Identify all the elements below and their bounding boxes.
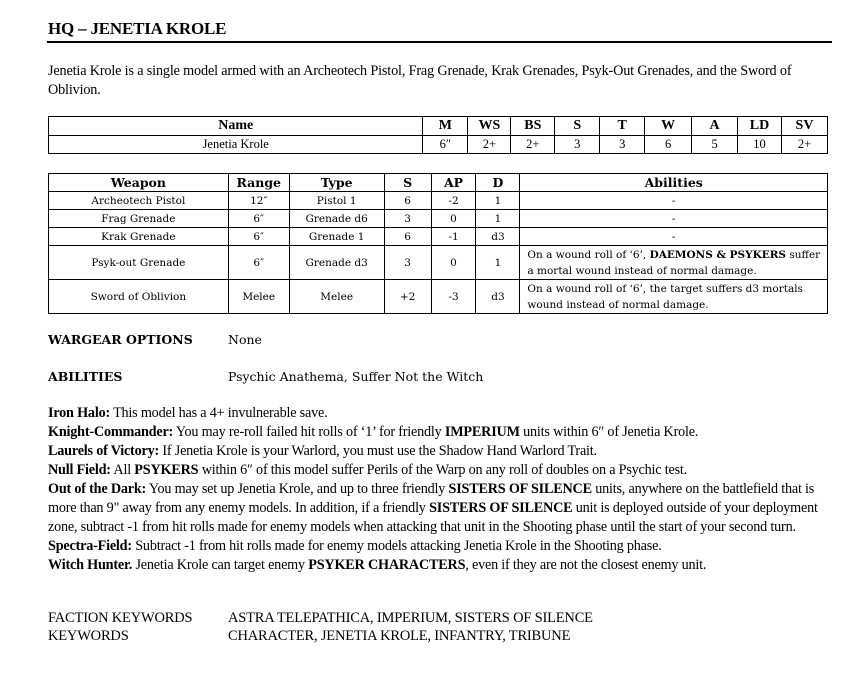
rule-text: Subtract -1 from hit rolls made for enemy models attacking Jenetia Krole in the Shooting phase. [131,538,662,554]
rule-text: unit is deployed outside of your deployment zone, subtract -1 from hit rolls made for enemy models when attacking that unit in the Shooting phase until the start of your second turn. [48,500,818,535]
rule-item [48,480,843,537]
weapons-header: D [476,174,520,192]
stats-cell: 10 [738,136,782,154]
abilities-section [48,369,484,384]
weapons-table [48,173,828,314]
rule-name: Knight-Commander: [48,424,174,440]
weapon-abilities: On a wound roll of ‘6’, the target suffers d3 mortals wound instead of normal damage. [520,280,828,314]
rule-text: All [110,462,135,478]
weapon-abilities: - [520,210,828,228]
weapon-name: Sword of Oblivion [49,280,229,314]
weapon-damage: d3 [476,280,520,314]
weapon-ap: 0 [431,246,476,280]
weapon-strength: 3 [384,210,431,228]
weapon-name: Psyk-out Grenade [49,246,229,280]
rule-keyword: SISTERS OF SILENCE [448,481,592,497]
keywords-label: KEYWORDS [48,628,129,644]
weapon-strength: 3 [384,246,431,280]
wargear-options [48,332,262,347]
stats-header: W [645,117,692,136]
weapon-name: Frag Grenade [49,210,229,228]
rule-text: You may set up Jenetia Krole, and up to three friendly [146,481,449,497]
weapon-type: Grenade d6 [289,210,384,228]
rule-text: units within 6″ of Jenetia Krole. [519,424,699,440]
weapon-abilities: - [520,228,828,246]
faction-keywords-value: ASTRA TELEPATHICA, IMPERIUM, SISTERS OF SILENCE [228,610,593,626]
rule-item [48,442,843,461]
page-title: HQ – JENETIA KROLE [48,19,227,38]
weapon-damage: 1 [476,192,520,210]
weapon-range: 6″ [228,246,289,280]
stats-header: M [423,117,468,136]
rule-item [48,537,843,556]
rule-name: Witch Hunter. [48,557,133,573]
weapon-name: Archeotech Pistol [49,192,229,210]
stats-header: WS [468,117,511,136]
stats-header: SV [781,117,827,136]
stats-cell: Jenetia Krole [49,136,423,154]
stats-table [48,116,828,154]
weapon-range: 6″ [228,228,289,246]
weapon-type: Grenade d3 [289,246,384,280]
rule-keyword: PSYKER CHARACTERS [308,557,466,573]
rule-name: Laurels of Victory: [48,443,159,459]
weapon-ap: -1 [431,228,476,246]
weapon-range: 6″ [228,210,289,228]
weapon-type: Grenade 1 [289,228,384,246]
weapons-header: S [384,174,431,192]
stats-header: T [600,117,645,136]
keywords [48,628,571,645]
weapon-abilities [520,246,828,280]
weapons-header-row [49,174,828,192]
rule-item [48,423,843,442]
weapons-header: Range [228,174,289,192]
weapon-damage: d3 [476,228,520,246]
weapon-row [49,192,828,210]
abilities-label: ABILITIES [48,369,123,384]
faction-keywords-label: FACTION KEYWORDS [48,610,193,626]
stats-header-row [49,117,828,136]
rule-name: Spectra-Field: [48,538,132,554]
weapon-range: Melee [228,280,289,314]
stats-header: Name [49,117,423,136]
rule-text: units, anywhere on the battlefield that is more than 9" away from any enemy models. In addition, if a friendly [48,481,815,516]
weapons-header: Abilities [520,174,828,192]
rule-text: This model has a 4+ invulnerable save. [109,405,328,421]
stats-cell: 2+ [511,136,555,154]
rule-item [48,461,843,480]
rule-keyword: IMPERIUM [444,424,520,440]
faction-keywords [48,610,593,627]
weapon-name: Krak Grenade [49,228,229,246]
wargear-value: None [228,332,262,347]
stats-cell: 3 [600,136,645,154]
abilities-value: Psychic Anathema, Suffer Not the Witch [228,369,484,384]
weapons-header: AP [431,174,476,192]
rule-text: , even if they are not the closest enemy unit. [465,557,707,573]
weapon-range: 12″ [228,192,289,210]
weapons-header: Weapon [49,174,229,192]
stats-cell: 2+ [781,136,827,154]
weapon-ap: 0 [431,210,476,228]
rule-name: Out of the Dark: [48,481,147,497]
abilities-text: On a wound roll of ‘6’, [527,248,650,261]
stats-header: BS [511,117,555,136]
stats-header: A [692,117,738,136]
weapon-damage: 1 [476,246,520,280]
stats-header: S [555,117,600,136]
rule-name: Null Field: [48,462,111,478]
wargear-label: WARGEAR OPTIONS [48,332,193,347]
rule-text: Jenetia Krole can target enemy [132,557,309,573]
rule-item [48,556,843,575]
keywords-value: CHARACTER, JENETIA KROLE, INFANTRY, TRIBUNE [228,628,571,644]
stats-header: LD [738,117,782,136]
stats-cell: 6 [645,136,692,154]
stats-cell: 6″ [423,136,468,154]
weapon-row [49,246,828,280]
stats-row [49,136,828,154]
rule-keyword: PSYKERS [134,462,199,478]
weapon-row [49,210,828,228]
stats-cell: 3 [555,136,600,154]
intro-paragraph: Jenetia Krole is a single model armed with an Archeotech Pistol, Frag Grenade, Krak Grenades, Psyk-Out Grenades, and the Sword of Oblivion. [48,63,792,98]
rule-text: If Jenetia Krole is your Warlord, you must use the Shadow Hand Warlord Trait. [159,443,597,459]
weapon-ap: -2 [431,192,476,210]
rule-item [48,404,843,423]
weapon-type: Pistol 1 [289,192,384,210]
rule-name: Iron Halo: [48,405,110,421]
weapon-strength: +2 [384,280,431,314]
weapon-row [49,228,828,246]
title-divider [47,41,832,43]
weapons-header: Type [289,174,384,192]
weapon-abilities: - [520,192,828,210]
stats-cell: 5 [692,136,738,154]
weapon-strength: 6 [384,228,431,246]
weapon-row [49,280,828,314]
special-rules [48,404,843,575]
abilities-keyword: DAEMONS & PSYKERS [649,248,787,261]
weapon-ap: -3 [431,280,476,314]
weapon-strength: 6 [384,192,431,210]
weapon-damage: 1 [476,210,520,228]
weapon-type: Melee [289,280,384,314]
rule-text: within 6″ of this model suffer Perils of the Warp on any roll of doubles on a Psychic test. [198,462,687,478]
stats-cell: 2+ [468,136,511,154]
rule-text: You may re-roll failed hit rolls of ‘1’ for friendly [173,424,445,440]
rule-keyword: SISTERS OF SILENCE [429,500,573,516]
abilities-text: suffer a mortal wound instead of normal damage. [527,248,821,277]
